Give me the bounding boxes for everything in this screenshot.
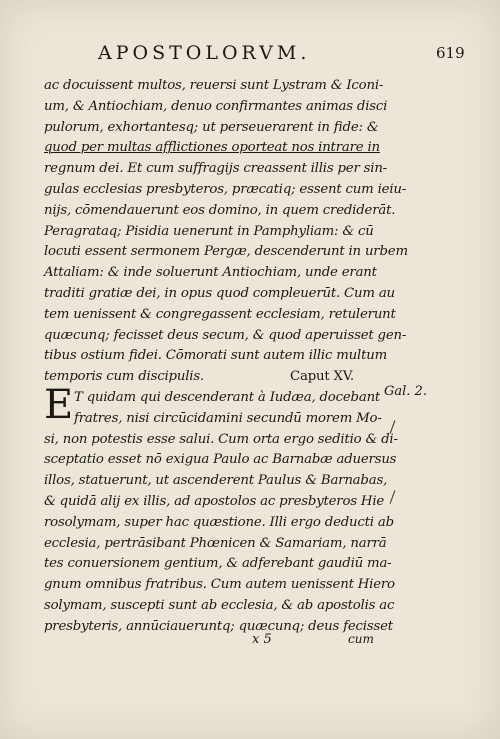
text-line: um, & Antiochiam, denuo confirmantes animas disci — [44, 98, 388, 114]
chapter-line: sceptatio esset nō exigua Paulo ac Barnabæ aduersus — [44, 452, 397, 468]
chapter-line: ecclesia, pertrāsibant Phœnicen & Samariam, narrā — [44, 535, 387, 551]
text-line: gulas ecclesias presbyteros, præcatiq; essent cum ieiu- — [44, 181, 407, 197]
margin-note: Gal. 2. — [384, 384, 427, 399]
chapter-line: solymam, suscepti sunt ab ecclesia, & ab apostolis ac — [44, 597, 395, 613]
page-header — [0, 42, 500, 70]
chapter-line: T quidam qui descenderant à Iudæa, docebant — [74, 389, 381, 405]
text-line: locuti essent sermonem Pergæ, descenderunt in urbem — [44, 244, 408, 260]
text-line: temporis cum discipulis. — [44, 369, 204, 385]
text-line-with-heading — [44, 367, 384, 388]
text-line: tibus ostium fidei. Cōmorati sunt autem illic multum — [44, 348, 387, 364]
catchword: cum — [348, 632, 374, 646]
text-line: traditi gratiæ dei, in opus quod compleuerūt. Cum au — [44, 285, 395, 301]
drop-cap: E — [44, 382, 74, 428]
signature-mark: x 5 — [252, 632, 272, 647]
text-line-underlined: quod per multas afflictiones oporteat nos intrare in — [44, 140, 380, 156]
chapter-line: fratres, nisi circūcidamini secundū morem Mo- — [74, 410, 382, 426]
text-line: pulorum, exhortantesq; ut perseuerarent in fide: & — [44, 119, 379, 135]
text-line: quæcunq; fecisset deus secum, & quod aperuisset gen- — [44, 327, 407, 343]
chapter-line: gnum omnibus fratribus. Cum autem uenissent Hiero — [44, 577, 395, 593]
chapter-line: & quidā alij ex illis, ad apostolos ac presbyteros Hie — [44, 493, 385, 509]
chapter-line: presbyteris, annūciaueruntq; quæcunq; deus fecisset — [44, 618, 393, 634]
text-line: regnum dei. Et cum suffragijs creassent illis per sin- — [44, 161, 387, 177]
chapter-heading: Caput XV. — [290, 369, 354, 385]
chapter-line: tes conuersionem gentium, & adferebant gaudiū ma- — [44, 556, 392, 572]
text-line: tem uenissent & congregassent ecclesiam, retulerunt — [44, 306, 396, 322]
chapter-line: si, non potestis esse salui. Cum orta ergo seditio & di- — [44, 431, 398, 447]
text-line: ac docuissent multos, reuersi sunt Lystram & Iconi- — [44, 78, 384, 93]
chapter-line: rosolymam, super hac quæstione. Illi ergo deducti ab — [44, 514, 394, 530]
page-number: 619 — [436, 44, 465, 62]
chapter-line: illos, statuerunt, ut ascenderent Paulus & Barnabas, — [44, 473, 388, 489]
text-line: Attaliam: & inde soluerunt Antiochiam, unde erant — [44, 265, 377, 281]
margin-tick-mark — [390, 490, 396, 503]
text-line: nijs, cōmendauerunt eos domino, in quem crediderāt. — [44, 202, 396, 218]
running-head: APOSTOLORVM. — [98, 42, 311, 64]
text-line: Peragrataq; Pisidia uenerunt in Pamphyliam: & cū — [44, 223, 374, 239]
